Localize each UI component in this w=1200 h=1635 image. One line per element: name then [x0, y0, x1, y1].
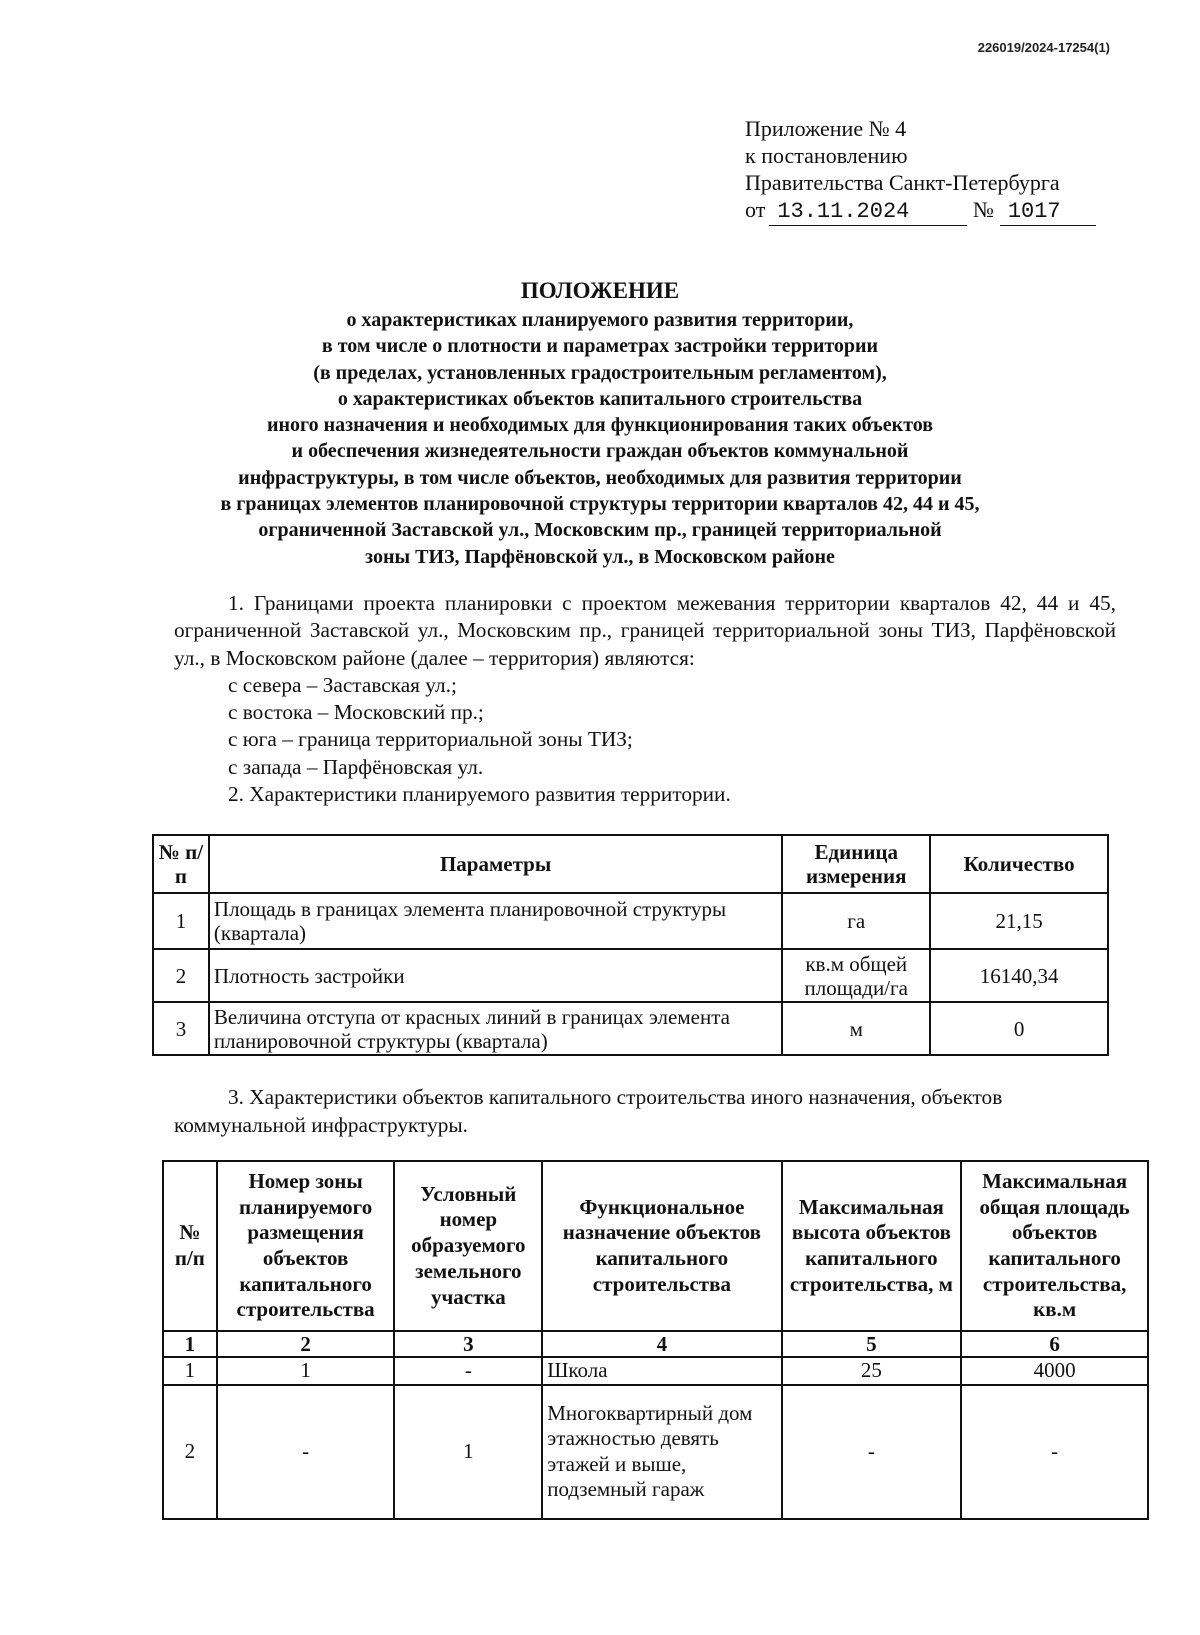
date-prefix: от	[745, 197, 766, 222]
cell-purpose: Школа	[542, 1357, 781, 1385]
title-heading: ПОЛОЖЕНИЕ	[520, 278, 680, 303]
header-height: Максимальная высота объектов капитального строительства, м	[782, 1161, 962, 1331]
cell-plot: -	[394, 1357, 542, 1385]
header-plot: Условный номер образуемого земельного участка	[394, 1161, 542, 1331]
cell-param: Величина отступа от красных линий в границах элемента планировочной структуры (квартала)	[209, 1002, 782, 1055]
title-line: о характеристиках объектов капитального строительства	[337, 387, 863, 410]
appendix-date-line	[745, 196, 1105, 226]
col-number: 3	[394, 1331, 542, 1357]
section-1	[174, 590, 1116, 808]
cell-param: Плотность застройки	[209, 949, 782, 1002]
col-number: 4	[542, 1331, 781, 1357]
cell-height: 25	[782, 1357, 962, 1385]
document-number: 226019/2024-17254(1)	[977, 40, 1110, 55]
title-line: ограниченной Заставской ул., Московским пр., границей территориальной	[258, 519, 942, 542]
table-row	[153, 1002, 1108, 1055]
cell-unit: га	[782, 893, 930, 949]
title-line: в том числе о плотности и параметрах застройки территории	[321, 335, 879, 358]
cell-unit: м	[782, 1002, 930, 1055]
cell-qty: 16140,34	[930, 949, 1108, 1002]
boundary-west: с запада – Парфёновская ул.	[228, 754, 484, 779]
table-row	[153, 893, 1108, 949]
header-qty: Количество	[930, 835, 1108, 893]
boundary-east: с востока – Московский пр.;	[228, 700, 484, 725]
appendix-line-1: Приложение № 4	[745, 116, 907, 141]
cell-qty: 21,15	[930, 893, 1108, 949]
title-line: в границах элементов планировочной структуры территории кварталов 42, 44 и 45,	[220, 493, 980, 516]
cell-num: 3	[153, 1002, 209, 1055]
cell-zone: -	[217, 1385, 395, 1519]
title-line: иного назначения и необходимых для функционирования таких объектов	[266, 414, 934, 437]
cell-unit: кв.м общей площади/га	[782, 949, 930, 1002]
table-row	[153, 949, 1108, 1002]
header-param: Параметры	[209, 835, 782, 893]
cell-param: Площадь в границах элемента планировочной структуры (квартала)	[209, 893, 782, 949]
header-num: № п/п	[163, 1161, 217, 1331]
cell-area: -	[961, 1385, 1148, 1519]
cell-num: 1	[163, 1357, 217, 1385]
table-row	[163, 1385, 1148, 1519]
table-header-row	[163, 1161, 1148, 1331]
section-1-paragraph: 1. Границами проекта планировки с проектом межевания территории кварталов 42, 44 и 45, ограниченной Заставской ул., Московским пр., границей территориальной зоны ТИЗ, Парфёновской ул., в Московском районе (далее – территория) являются:	[174, 591, 1116, 670]
header-purpose: Функциональное назначение объектов капитального строительства	[542, 1161, 781, 1331]
resolution-number: 1017	[1000, 198, 1096, 226]
title-line: и обеспечения жизнедеятельности граждан объектов коммунальной	[291, 440, 909, 463]
resolution-date: 13.11.2024	[769, 198, 967, 226]
cell-num: 2	[153, 949, 209, 1002]
cell-qty: 0	[930, 1002, 1108, 1055]
capital-construction-table	[162, 1160, 1149, 1520]
header-area: Максимальная общая площадь объектов капитального строительства, кв.м	[961, 1161, 1148, 1331]
title-line: (в пределах, установленных градостроительным регламентом),	[313, 361, 887, 384]
cell-num: 2	[163, 1385, 217, 1519]
col-number: 1	[163, 1331, 217, 1357]
col-number: 6	[961, 1331, 1148, 1357]
cell-area: 4000	[961, 1357, 1148, 1385]
col-number: 2	[217, 1331, 395, 1357]
title-line: о характеристиках планируемого развития территории,	[346, 309, 854, 331]
title-line: инфраструктуры, в том числе объектов, необходимых для развития территории	[238, 466, 962, 489]
title-line: зоны ТИЗ, Парфёновской ул., в Московском районе	[365, 545, 835, 568]
column-numbers-row	[163, 1331, 1148, 1357]
number-prefix: №	[972, 197, 994, 222]
col-number: 5	[782, 1331, 962, 1357]
appendix-block	[745, 115, 1105, 226]
table-row	[163, 1357, 1148, 1385]
table-header-row	[153, 835, 1108, 893]
territory-characteristics-table	[152, 834, 1109, 1056]
section-3-heading: 3. Характеристики объектов капитального строительства иного назначения, объектов коммунальной инфраструктуры.	[174, 1085, 1003, 1137]
boundary-south: с юга – граница территориальной зоны ТИЗ;	[228, 727, 633, 752]
cell-height: -	[782, 1385, 962, 1519]
header-num: № п/п	[153, 835, 209, 893]
header-unit: Единица измерения	[782, 835, 930, 893]
boundary-north: с севера – Заставская ул.;	[228, 672, 457, 697]
cell-zone: 1	[217, 1357, 395, 1385]
cell-num: 1	[153, 893, 209, 949]
appendix-line-3: Правительства Санкт-Петербурга	[745, 170, 1060, 195]
header-zone: Номер зоны планируемого размещения объектов капитального строительства	[217, 1161, 395, 1331]
section-2-heading: 2. Характеристики планируемого развития территории.	[228, 782, 731, 807]
cell-purpose: Многоквартирный дом этажностью девять этажей и выше, подземный гараж	[542, 1385, 781, 1519]
appendix-line-2: к постановлению	[745, 143, 908, 168]
cell-plot: 1	[394, 1385, 542, 1519]
document-title	[0, 276, 1200, 570]
